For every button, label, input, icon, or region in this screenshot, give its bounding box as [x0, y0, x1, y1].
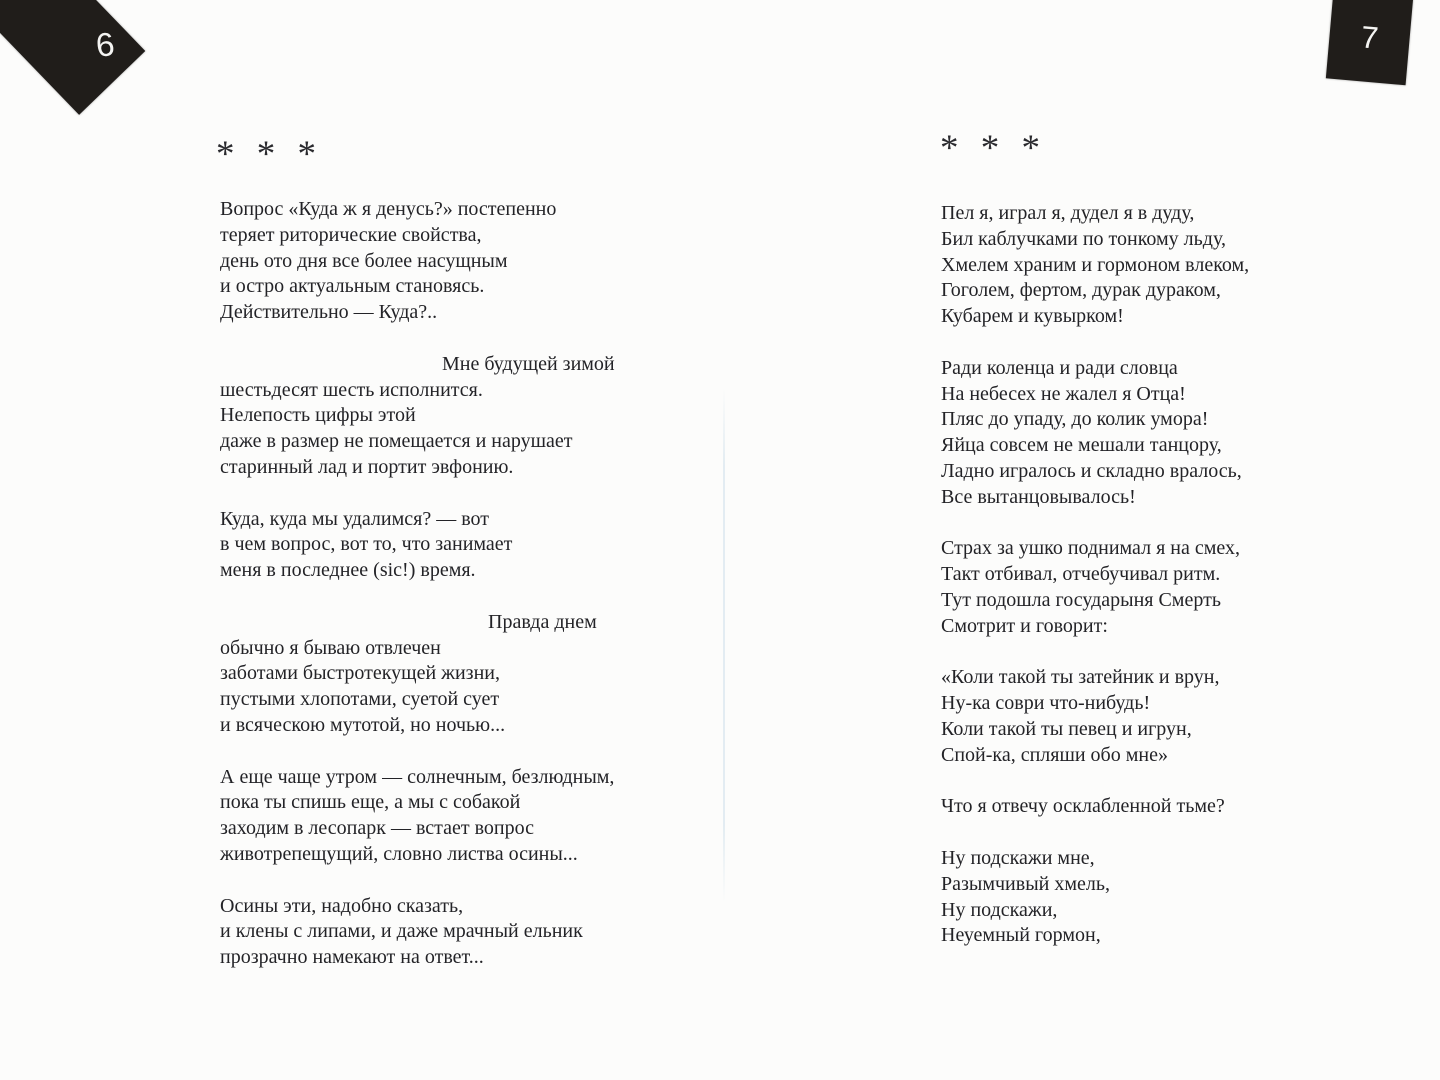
- poem-line: и клены с липами, и даже мрачный ельник: [220, 920, 583, 943]
- section-marker-right: * * *: [940, 128, 1041, 169]
- poem-line: в чем вопрос, вот то, что занимает: [220, 533, 513, 556]
- poem-line: Коли такой ты певец и игрун,: [941, 717, 1192, 740]
- poem-line: На небесех не жалел я Отца!: [941, 382, 1186, 405]
- stanza: [941, 356, 1440, 511]
- poem-line: заходим в лесопарк — встает вопрос: [220, 817, 535, 840]
- page-number-left: 6: [93, 25, 117, 64]
- stanza: [941, 201, 1440, 330]
- stanza: [941, 846, 1440, 949]
- stanza: [220, 610, 720, 739]
- poem-line: пустыми хлопотами, суетой сует: [220, 688, 500, 711]
- poem-line: А еще чаще утром — солнечным, безлюдным,: [220, 765, 615, 788]
- poem-line: Действительно — Куда?..: [220, 301, 438, 324]
- stanza: [220, 352, 720, 481]
- poem-line: Яйца совсем не мешали танцору,: [941, 434, 1222, 457]
- poem-line: Нелепость цифры этой: [220, 404, 416, 427]
- stanza: [220, 507, 720, 584]
- poem-line: Неуемный гормон,: [941, 924, 1101, 947]
- poem-line: Разымчивый хмель,: [941, 872, 1110, 895]
- stanza: [220, 765, 720, 868]
- poem-line: день ото дня все более насущным: [220, 249, 508, 272]
- poem-line: Смотрит и говорит:: [941, 614, 1108, 637]
- poem-line: и всяческою мутотой, но ночью...: [220, 713, 506, 736]
- poem-line: Кубарем и кувырком!: [941, 305, 1124, 328]
- poem-line: Что я отвечу осклабленной тьме?: [941, 795, 1225, 818]
- poem-line: прозрачно намекают на ответ...: [220, 946, 484, 969]
- poem-line: Пляс до упаду, до колик умора!: [941, 408, 1209, 431]
- poem-line: даже в размер не помещается и нарушает: [220, 430, 573, 453]
- poem-line: Куда, куда мы удалимся? — вот: [220, 507, 489, 530]
- poem-line: меня в последнее (sic!) время.: [220, 559, 476, 582]
- poem-line: Все вытанцовывалось!: [941, 485, 1136, 508]
- poem-line: Такт отбивал, отчебучивал ритм.: [941, 563, 1221, 586]
- page-number-right: 7: [1359, 19, 1380, 56]
- page-gutter-line: [723, 388, 725, 903]
- page-corner-tab-left: [0, 0, 145, 115]
- poem-line: Бил каблучками по тонкому льду,: [941, 227, 1226, 250]
- poem-right-page: [941, 201, 1440, 975]
- poem-line: Ну-ка соври что-нибудь!: [941, 692, 1151, 715]
- poem-line: заботами быстротекущей жизни,: [220, 662, 500, 685]
- poem-line: Правда днем: [488, 610, 597, 633]
- poem-line: пока ты спишь еще, а мы с собакой: [220, 791, 521, 814]
- stanza: [220, 197, 720, 326]
- poem-line: старинный лад и портит эвфонию.: [220, 455, 514, 478]
- stanza: [941, 665, 1440, 768]
- poem-line: шестьдесят шесть исполнится.: [220, 378, 483, 401]
- stanza: [220, 894, 720, 971]
- poem-line: Спой-ка, спляши обо мне»: [941, 743, 1168, 766]
- poem-line: «Коли такой ты затейник и врун,: [941, 666, 1220, 689]
- stanza: [941, 794, 1440, 820]
- stanza: [941, 536, 1440, 639]
- poem-line: Ладно игралось и складно вралось,: [941, 459, 1242, 482]
- poem-line: Гоголем, фертом, дурак дураком,: [941, 279, 1221, 302]
- poem-line: и остро актуальным становясь.: [220, 275, 485, 298]
- poem-line: обычно я бываю отвлечен: [220, 636, 441, 659]
- section-marker-left: * * *: [216, 134, 317, 175]
- poem-line: Вопрос «Куда ж я денусь?» постепенно: [220, 198, 557, 220]
- poem-line: животрепещущий, словно листва осины...: [220, 842, 578, 865]
- poem-line: Страх за ушко поднимал я на смех,: [941, 537, 1241, 560]
- poem-line: Ради коленца и ради словца: [941, 356, 1178, 379]
- poem-line: Пел я, играл я, дудел я в дуду,: [941, 202, 1195, 224]
- poem-line: Тут подошла государыня Смерть: [941, 588, 1221, 611]
- poem-line: Ну подскажи,: [941, 898, 1058, 921]
- poem-line: Ну подскажи мне,: [941, 846, 1095, 869]
- poem-line: теряет риторические свойства,: [220, 223, 482, 246]
- poem-line: Мне будущей зимой: [442, 352, 615, 375]
- poem-left-page: [220, 197, 720, 997]
- poem-line: Хмелем храним и гормоном влеком,: [941, 253, 1250, 276]
- poem-line: Осины эти, надобно сказать,: [220, 894, 464, 917]
